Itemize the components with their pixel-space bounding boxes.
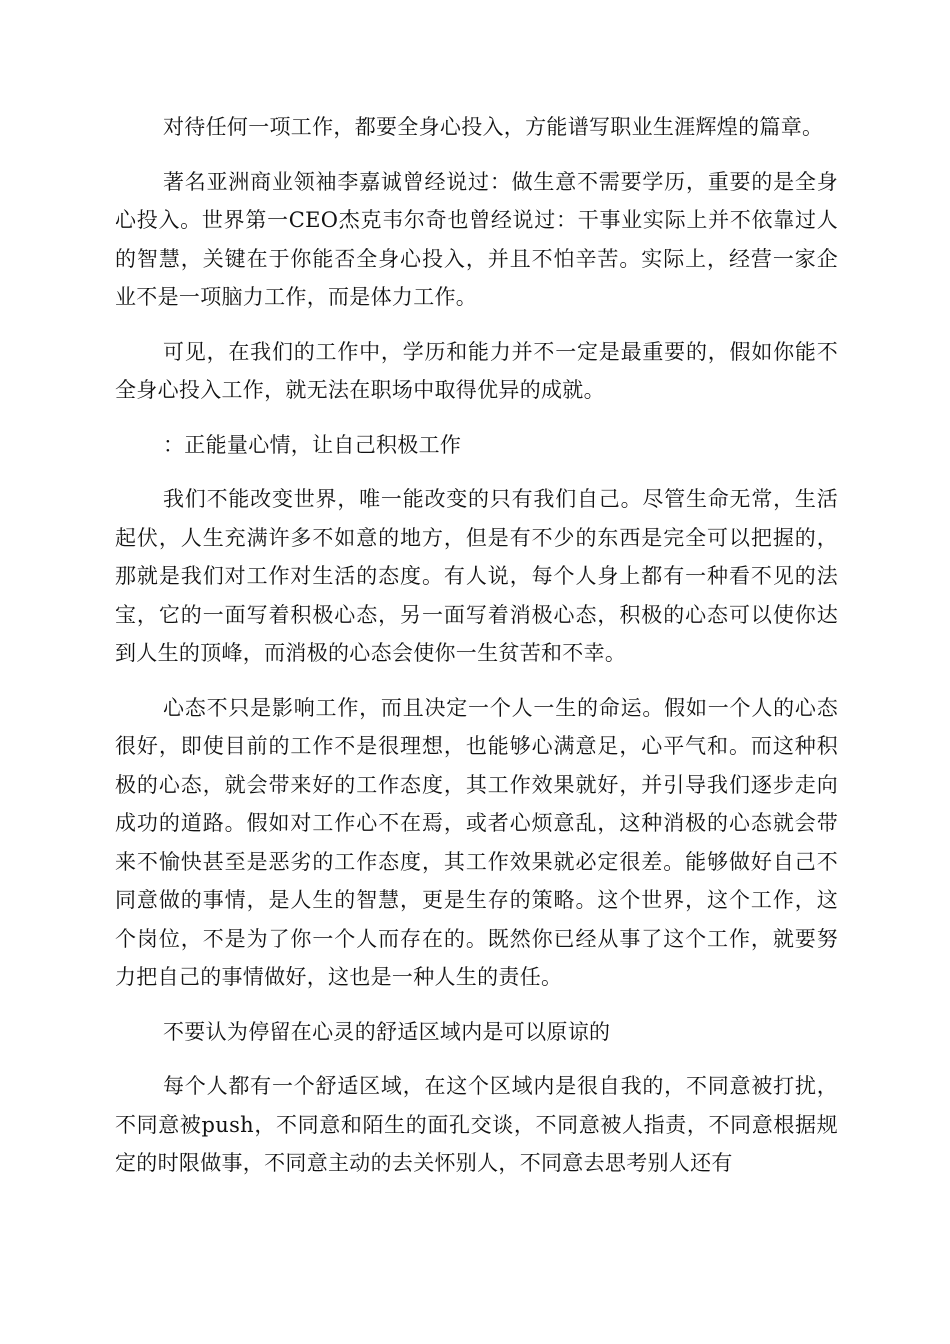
paragraph-3: 可见，在我们的工作中，学历和能力并不一定是最重要的，假如你能不全身心投入工作，就无法在职场中取得优异的成就。	[115, 339, 838, 402]
section-heading-comfort-zone: 不要认为停留在心灵的舒适区域内是可以原谅的	[163, 1019, 611, 1044]
section-heading-positive-mood: ：正能量心情，让自己积极工作	[163, 432, 462, 457]
paragraph-6: 每个人都有一个舒适区域，在这个区域内是很自我的，不同意被打扰，不同意被push，不同意和陌生的面孔交谈，不同意被人指责，不同意根据规定的时限做事，不同意主动的去关怀别人，不同意去思考别人还有	[115, 1074, 838, 1175]
paragraph-1: 对待任何一项工作，都要全身心投入，方能谱写职业生涯辉煌的篇章。	[163, 115, 824, 139]
paragraph-5: 心态不只是影响工作，而且决定一个人一生的命运。假如一个人的心态很好，即使目前的工作不是很理想，也能够心满意足，心平气和。而这种积极的心态，就会带来好的工作态度，其工作效果就好，并引导我们逐步走向成功的道路。假如对工作心不在焉，或者心烦意乱，这种消极的心态就会带来不愉快甚至是恶劣的工作态度，其工作效果就必定很差。能够做好自己不同意做的事情，是人生的智慧，更是生存的策略。这个世界，这个工作，这个岗位，不是为了你一个人而存在的。既然你已经从事了这个工作，就要努力把自己的事情做好，这也是一种人生的责任。	[115, 695, 838, 989]
paragraph-2: 著名亚洲商业领袖李嘉诚曾经说过：做生意不需要学历，重要的是全身心投入。世界第一CEO杰克韦尔奇也曾经说过：干事业实际上并不依靠过人的智慧，关键在于你能否全身心投入，并且不怕辛苦。实际上，经营一家企业不是一项脑力工作，而是体力工作。	[115, 169, 838, 309]
paragraph-4: 我们不能改变世界，唯一能改变的只有我们自己。尽管生命无常，生活起伏，人生充满许多不如意的地方，但是有不少的东西是完全可以把握的，那就是我们对工作对生活的态度。有人说，每个人身上都有一种看不见的法宝，它的一面写着积极心态，另一面写着消极心态，积极的心态可以使你达到人生的顶峰，而消极的心态会使你一生贫苦和不幸。	[115, 487, 838, 665]
